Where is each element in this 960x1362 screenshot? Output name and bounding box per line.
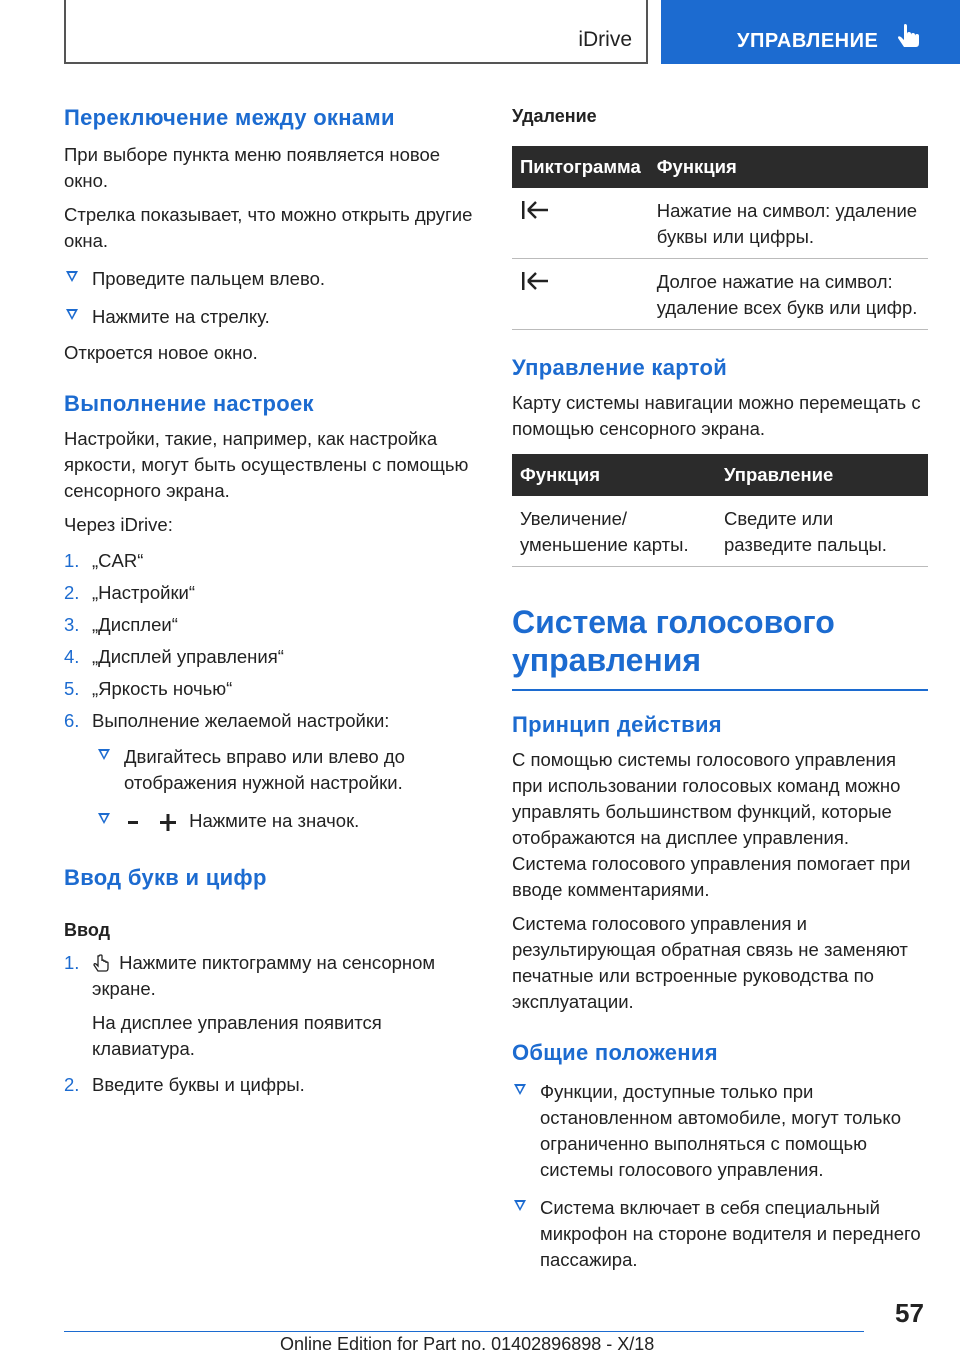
paragraph: Откроется новое окно.	[64, 342, 258, 363]
paragraph: С помощью системы голосового управления при использовании голосовых команд можно управлять большинством функций, которые отображаются на дисплее управления. Система голосового управления помогает при вводе комментариями.	[512, 749, 911, 900]
list-item: 2. „Настройки“	[64, 582, 196, 603]
subsection-title-input: Ввод	[64, 920, 111, 940]
delete-table	[512, 146, 928, 330]
footer-edition: Online Edition for Part no. 01402896898 - X/18	[280, 1334, 655, 1354]
section-title-general: Общие положения	[512, 1040, 718, 1065]
list-item: Двигайтесь вправо или влево до отображения нужной настройки.	[64, 744, 480, 796]
bullet-triangle-icon	[66, 309, 78, 320]
paragraph: На дисплее управления появится клавиатура.	[92, 1012, 382, 1059]
list-item: 2. Введите буквы и цифры.	[64, 1074, 305, 1095]
list-item: 3. „Дисплеи“	[64, 614, 178, 635]
table-header-row	[512, 146, 928, 188]
column-header: Пиктограмма	[512, 146, 649, 188]
page-number: 57	[895, 1298, 924, 1328]
list-item: Система включает в себя специальный микрофон на стороне водителя и переднего пассажира.	[512, 1195, 928, 1273]
header-box	[64, 0, 648, 64]
table-cell-icon	[512, 259, 649, 330]
table-row	[512, 496, 928, 567]
list-item: Функции, доступные только при остановленном автомобиле, могут только ограниченно выполняться с помощью системы голосового управления.	[512, 1079, 928, 1183]
column-header: Функция	[512, 454, 716, 496]
section-title-input: Ввод букв и цифр	[64, 865, 267, 890]
list-item: 5. „Яркость ночью“	[64, 678, 233, 699]
list-item: 1. Нажмите пиктограмму на сенсорном экране.	[64, 952, 436, 999]
list-item: Нажмите на стрелку.	[64, 304, 480, 330]
section-title-map: Управление картой	[512, 355, 728, 380]
chapter-tab-label: УПРАВЛЕНИЕ	[737, 30, 879, 52]
divider	[512, 689, 928, 691]
paragraph: При выборе пункта меню появляется новое окно.	[64, 144, 441, 191]
list-item: Нажмите на значок.	[64, 808, 480, 834]
table-cell: Увеличение/уменьшение карты.	[512, 496, 716, 567]
bullet-triangle-icon	[98, 749, 110, 760]
bullet-triangle-icon	[66, 271, 78, 282]
section-label: iDrive	[578, 28, 632, 51]
subsection-title-delete: Удаление	[512, 106, 597, 126]
map-table	[512, 454, 928, 567]
table-row	[512, 188, 928, 259]
column-header: Функция	[649, 146, 928, 188]
bullet-triangle-icon	[514, 1200, 526, 1211]
list-item: Проведите пальцем влево.	[64, 266, 480, 292]
chapter-title-voice: Система голосового управления	[512, 604, 835, 678]
table-row	[512, 259, 928, 330]
backspace-arrow-icon	[520, 198, 550, 222]
section-title-principle: Принцип действия	[512, 712, 722, 737]
table-cell: Сведите или разведите пальцы.	[716, 496, 928, 567]
table-cell: Нажатие на символ: удаление буквы или цифры.	[649, 188, 928, 259]
paragraph: Через iDrive:	[64, 514, 173, 535]
backspace-arrow-icon	[520, 269, 550, 293]
list-item: 4. „Дисплей управления“	[64, 646, 284, 667]
minus-plus-icon	[124, 812, 184, 832]
table-cell: Долгое нажатие на символ: удаление всех букв или цифр.	[649, 259, 928, 330]
keyboard-touch-icon	[92, 953, 114, 975]
paragraph: Система голосового управления и результирующая обратная связь не заменяют печатные или встроенные руководства по эксплуатации.	[512, 913, 908, 1012]
table-cell-icon	[512, 188, 649, 259]
left-column	[64, 100, 480, 1098]
column-header: Управление	[716, 454, 928, 496]
paragraph: Карту системы навигации можно перемещать с помощью сенсорного экрана.	[512, 392, 921, 439]
section-title-settings: Выполнение настроек	[64, 391, 314, 416]
chapter-tab[interactable]	[661, 0, 960, 64]
list-item: 6. Выполнение желаемой настройки:	[64, 710, 390, 731]
right-column	[512, 100, 928, 1273]
footer-divider	[64, 1331, 864, 1332]
section-title-switch-windows: Переключение между окнами	[64, 105, 395, 130]
paragraph: Стрелка показывает, что можно открыть другие окна.	[64, 204, 473, 251]
bullet-triangle-icon	[514, 1084, 526, 1095]
bullet-triangle-icon	[98, 813, 110, 824]
table-header-row	[512, 454, 928, 496]
paragraph: Настройки, такие, например, как настройка яркости, могут быть осуществлены с помощью сенсорного экрана.	[64, 428, 469, 501]
list-item: 1. „CAR“	[64, 550, 144, 571]
hand-pointer-icon	[897, 24, 923, 54]
